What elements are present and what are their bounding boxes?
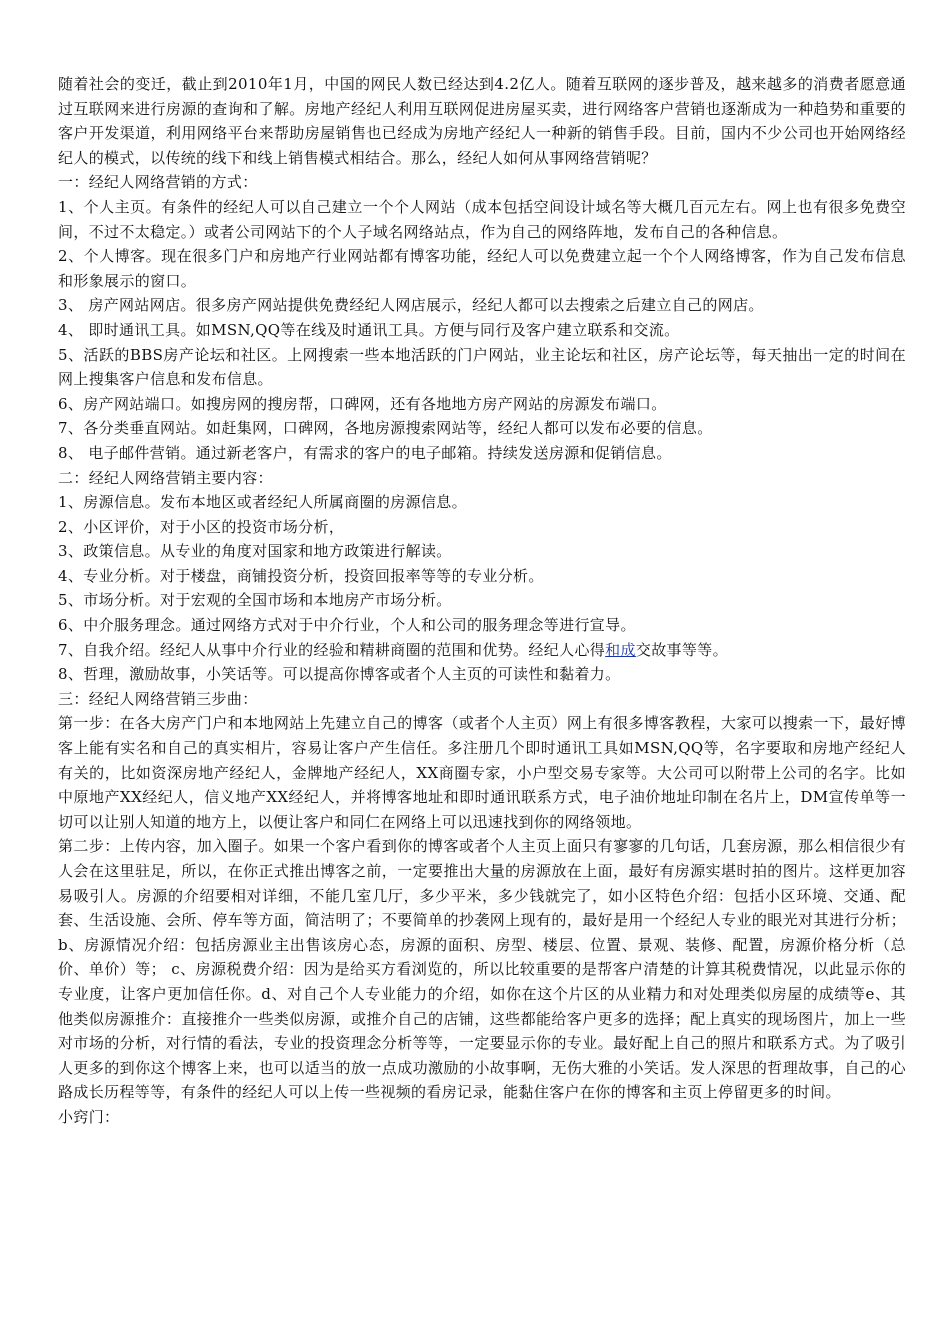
section2-item-2: 2、小区评价，对于小区的投资市场分析， bbox=[58, 517, 345, 536]
section2-heading: 二：经纪人网络营销主要内容： bbox=[58, 468, 273, 487]
section2-item-6: 6、中介服务理念。通过网络方式对于中介行业，个人和公司的服务理念等进行宣导。 bbox=[58, 616, 636, 635]
section2-item-3: 3、政策信息。从专业的角度对国家和地方政策进行解读。 bbox=[58, 542, 452, 561]
section2-item-8: 8、哲理，激励故事，小笑话等。可以提高你博客或者个人主页的可读性和黏着力。 bbox=[58, 665, 621, 684]
section1-item-5: 5、活跃的BBS房产论坛和社区。上网搜索一些本地活跃的门户网站，业主论坛和社区，房产论坛等，每天抽出一定的时间在网上搜集客户信息和发布信息。 bbox=[58, 345, 906, 389]
section1-item-3: 3、 房产网站网店。很多房产网站提供免费经纪人网店展示，经纪人都可以去搜索之后建立自己的网店。 bbox=[58, 296, 764, 315]
section1-item-7: 7、各分类垂直网站。如赶集网，口碑网，各地房源搜索网站等，经纪人都可以发布必要的信息。 bbox=[58, 419, 713, 438]
step1-paragraph: 第一步：在各大房产门户和本地网站上先建立自己的博客（或者个人主页）网上有很多博客教程，大家可以搜索一下，最好博客上能有实名和自己的真实相片，容易让客户产生信任。多注册几个即时通讯工具如MSN,QQ等，名字要取和房地产经纪人有关的，比如资深房地产经纪人，金牌地产经纪人，XX商圈专家，小户型交易专家等。大公司可以附带上公司的名字。比如中原地产XX经纪人，信义地产XX经纪人，并将博客地址和即时通讯联系方式，电子油价地址印制在名片上，DM宣传单等一切可以让别人知道的地方上，以便让客户和同仁在网络上可以迅速找到你的网络领地。 bbox=[58, 714, 906, 831]
tip-heading: 小窍门： bbox=[58, 1107, 120, 1126]
section2-item-7-text-before: 7、自我介绍。经纪人从事中介行业的经验和精耕商圈的范围和优势。经纪人心得 bbox=[58, 640, 606, 659]
section2-item-1: 1、房源信息。发布本地区或者经纪人所属商圈的房源信息。 bbox=[58, 493, 467, 512]
section1-heading: 一：经纪人网络营销的方式： bbox=[58, 173, 258, 192]
document-body bbox=[58, 72, 906, 1130]
inline-link[interactable]: 和成 bbox=[605, 640, 636, 659]
section1-item-2: 2、个人博客。现在很多门户和房地产行业网站都有博客功能，经纪人可以免费建立起一个个人网络博客，作为自己发布信息和形象展示的窗口。 bbox=[58, 247, 906, 290]
section1-item-4: 4、 即时通讯工具。如MSN,QQ等在线及时通讯工具。方便与同行及客户建立联系和交流。 bbox=[58, 320, 680, 339]
section1-item-1: 1、个人主页。有条件的经纪人可以自己建立一个个人网站（成本包括空间设计域名等大概几百元左右。网上也有很多免费空间，不过不太稳定。）或者公司网站下的个人子域名网络站点，作为自己的网络阵地，发布自己的各种信息。 bbox=[58, 197, 906, 241]
section2-item-5: 5、市场分析。对于宏观的全国市场和本地房产市场分析。 bbox=[58, 591, 452, 610]
section1-item-8: 8、 电子邮件营销。通过新老客户，有需求的客户的电子邮箱。持续发送房源和促销信息。 bbox=[58, 443, 672, 462]
section2-item-4: 4、专业分析。对于楼盘，商铺投资分析，投资回报率等等的专业分析。 bbox=[58, 566, 544, 585]
section2-item-7 bbox=[58, 638, 906, 663]
step2-paragraph: 第二步：上传内容，加入圈子。如果一个客户看到你的博客或者个人主页上面只有寥寥的几句话，几套房源，那么相信很少有人会在这里驻足，所以，在你正式推出博客之前，一定要推出大量的房源放在上面，最好有房源实堪时拍的图片。这样更加容易吸引人。房源的介绍要相对详细，不能几室几厅，多少平米，多少钱就完了，如小区特色介绍：包括小区环境、交通、配套、生活设施、会所、停车等方面，简洁明了；不要简单的抄袭网上现有的，最好是用一个经纪人专业的眼光对其进行分析； b、房源情况介绍：包括房源业主出售该房心态，房源的面积、房型、楼层、位置、景观、装修、配置，房源价格分析（总价、单价）等； c、房源税费介绍：因为是给买方看浏览的，所以比较重要的是帮客户清楚的计算其税费情况，以此显示你的专业度，让客户更加信任你。d、对自己个人专业能力的介绍，如你在这个片区的从业精力和对处理类似房屋的成绩等e、其他类似房源推介：直接推介一些类似房源，或推介自己的店铺，这些都能给客户更多的选择；配上真实的现场图片，加上一些对市场的分析，对行情的看法，专业的投资理念分析等等，一定要显示你的专业。最好配上自己的照片和联系方式。为了吸引人更多的到你这个博客上来，也可以适当的放一点成功激励的小故事啊，无伤大雅的小笑话。发人深思的哲理故事，自己的心路成长历程等等，有条件的经纪人可以上传一些视频的看房记录，能黏住客户在你的博客和主页上停留更多的时间。 bbox=[58, 837, 906, 1102]
section3-heading: 三：经纪人网络营销三步曲： bbox=[58, 689, 258, 708]
section2-item-7-text-after: 交故事等等。 bbox=[635, 640, 728, 659]
section1-item-6: 6、房产网站端口。如搜房网的搜房帮，口碑网，还有各地地方房产网站的房源发布端口。 bbox=[58, 394, 667, 413]
intro-paragraph: 随着社会的变迁，截止到2010年1月，中国的网民人数已经达到4.2亿人。随着互联网的逐步普及，越来越多的消费者愿意通过互联网来进行房源的查询和了解。房地产经纪人利用互联网促进房屋买卖，进行网络客户营销也逐渐成为一种趋势和重要的客户开发渠道，利用网络平台来帮助房屋销售也已经成为房地产经纪人一种新的销售手段。目前，国内不少公司也开始网络经纪人的模式，以传统的线下和线上销售模式相结合。那么，经纪人如何从事网络营销呢？ bbox=[58, 75, 906, 167]
